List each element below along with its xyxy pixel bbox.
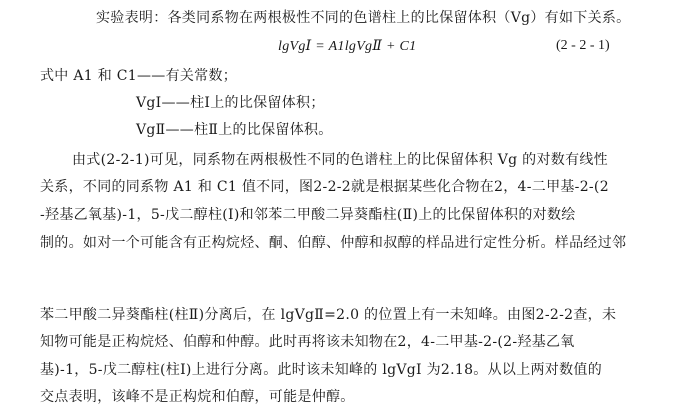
definition-v2: VgⅡ——柱Ⅱ上的比保留体积。	[136, 122, 333, 138]
equation-number: (2 - 2 - 1)	[556, 38, 610, 53]
para2-line3: -羟基乙氧基)-1，5-戊二醇柱(Ⅰ)和邻苯二甲酸二异葵酯柱(Ⅱ)上的比保留体积的对数绘	[40, 207, 576, 223]
para3-line4: 交点表明，该峰不是正构烷和伯醇，可能是仲醇。	[40, 389, 355, 405]
para1-line1: 实验表明：各类同系物在两根极性不同的色谱柱上的比保留体积（Vg）有如下关系。	[96, 10, 631, 26]
definition-intro: 式中 A1 和 C1——有关常数；	[40, 68, 238, 84]
para2-line1: 由式(2-2-1)可见，同系物在两根极性不同的色谱柱上的比保留体积 Vg 的对数有线性	[72, 152, 608, 168]
equation: lgVgⅠ = A1lgVgⅡ + C1	[278, 39, 417, 54]
para3-line1: 苯二甲酸二异葵酯柱(柱Ⅱ)分离后，在 lgVgⅡ=2.0 的位置上有一未知峰。由图2-2-2查，未	[40, 307, 617, 323]
para2-line4: 制的。如对一个可能含有正构烷烃、酮、伯醇、仲醇和叔醇的样品进行定性分析。样品经过邻	[40, 235, 627, 251]
para2-line2: 关系，不同的同系物 A1 和 C1 值不同，图2-2-2就是根据某些化合物在2，4-二甲基-2-(2	[40, 179, 609, 195]
para3-line2: 知物可能是正构烷烃、伯醇和仲醇。此时再将该未知物在2，4-二甲基-2-(2-羟基乙氧	[40, 334, 575, 350]
para3-line3: 基)-1，5-戊二醇柱(柱Ⅰ)上进行分离。此时该未知峰的 lgVgⅠ 为2.18。从以上两对数值的	[40, 362, 603, 378]
definition-v1: VgⅠ——柱Ⅰ上的比保留体积；	[136, 95, 325, 111]
